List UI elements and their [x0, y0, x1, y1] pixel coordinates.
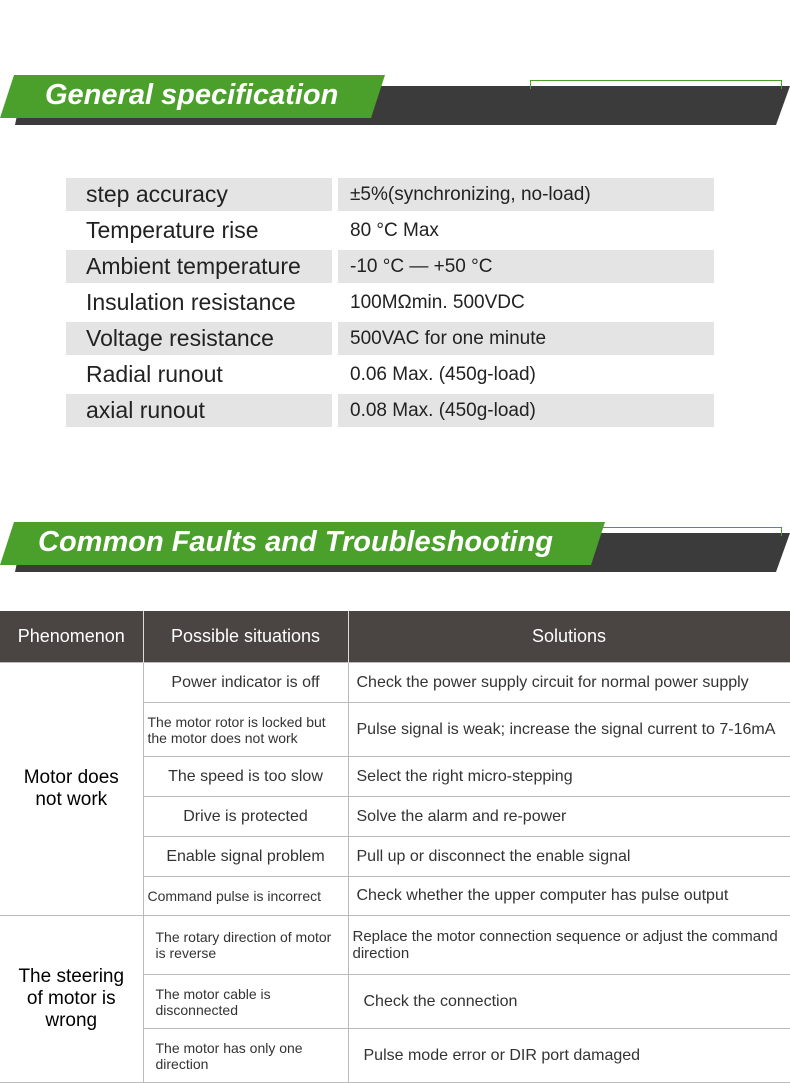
spec-row: [66, 394, 714, 430]
spec-label: Radial runout: [86, 361, 223, 387]
situation-cell: Command pulse is incorrect: [143, 877, 348, 916]
solution-cell: Pulse mode error or DIR port damaged: [348, 1029, 790, 1083]
situation-cell: Power indicator is off: [143, 663, 348, 703]
banner-outline: [530, 80, 782, 89]
solution-cell: Pulse signal is weak; increase the signal current to 7-16mA: [348, 703, 790, 757]
spec-value: ±5%(synchronizing, no-load): [338, 178, 714, 211]
table-row: [0, 916, 790, 975]
solution-cell: Solve the alarm and re-power: [348, 797, 790, 837]
phenomenon-cell: Motor does not work: [0, 663, 143, 916]
spec-value: 0.06 Max. (450g-load): [350, 364, 536, 385]
solution-cell: Check the connection: [348, 975, 790, 1029]
header-situations: Possible situations: [143, 611, 348, 663]
situation-cell: The motor rotor is locked but the motor does not work: [143, 703, 348, 757]
header-phenomenon: Phenomenon: [0, 611, 143, 663]
spec-row: [66, 178, 714, 214]
situation-cell: The motor cable is disconnected: [143, 975, 348, 1029]
section-title: General specification: [45, 79, 339, 111]
spec-label: Voltage resistance: [66, 322, 332, 355]
header-solutions: Solutions: [348, 611, 790, 663]
solution-cell: Pull up or disconnect the enable signal: [348, 837, 790, 877]
spec-row: [66, 250, 714, 286]
table-header: [0, 611, 790, 663]
situation-cell: Enable signal problem: [143, 837, 348, 877]
spec-value: 100MΩmin. 500VDC: [350, 292, 525, 313]
solution-cell: Check whether the upper computer has pulse output: [348, 877, 790, 916]
section-title: Common Faults and Troubleshooting: [38, 526, 554, 558]
spec-value: -10 °C — +50 °C: [338, 250, 714, 283]
solution-cell: Check the power supply circuit for normal power supply: [348, 663, 790, 703]
faults-table: [0, 611, 790, 1083]
solution-cell: Replace the motor connection sequence or adjust the command direction: [348, 916, 790, 975]
table-row: [0, 663, 790, 703]
solution-cell: Select the right micro-stepping: [348, 757, 790, 797]
spec-label: step accuracy: [66, 178, 332, 211]
phenomenon-cell: The steering of motor is wrong: [0, 916, 143, 1083]
situation-cell: The rotary direction of motor is reverse: [143, 916, 348, 975]
situation-cell: The speed is too slow: [143, 757, 348, 797]
general-specification-banner: [0, 75, 790, 127]
spec-row: [66, 214, 714, 250]
situation-cell: The motor has only one direction: [143, 1029, 348, 1083]
spec-table: [66, 178, 714, 430]
spec-label: Ambient temperature: [66, 250, 332, 283]
faults-banner: [0, 522, 790, 574]
spec-row: [66, 358, 714, 394]
spec-value: 0.08 Max. (450g-load): [338, 394, 714, 427]
spec-label: Temperature rise: [86, 217, 259, 243]
spec-value: 80 °C Max: [350, 220, 439, 241]
spec-value: 500VAC for one minute: [338, 322, 714, 355]
spec-label: Insulation resistance: [86, 289, 296, 315]
situation-cell: Drive is protected: [143, 797, 348, 837]
spec-row: [66, 286, 714, 322]
spec-label: axial runout: [66, 394, 332, 427]
spec-row: [66, 322, 714, 358]
